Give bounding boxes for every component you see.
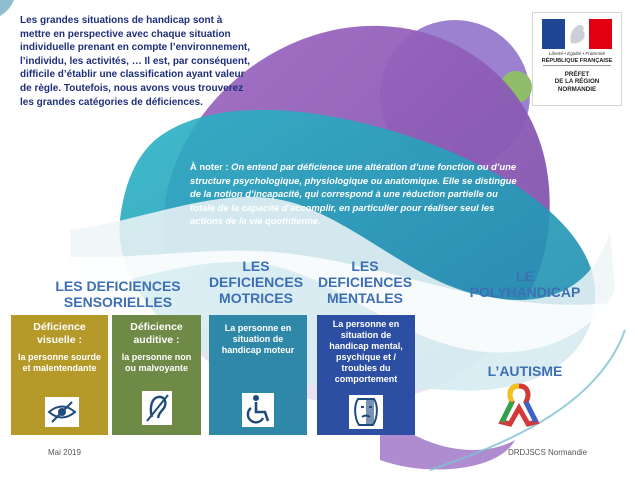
- ear-strikethrough-icon: [142, 391, 172, 425]
- logo-motto: Liberté • Égalité • Fraternité: [548, 51, 606, 56]
- card-mentale-desc: La personne en situation de handicap mental, psychique et / troubles du comportement: [329, 319, 403, 384]
- footer-date: Mai 2019: [48, 448, 81, 457]
- definition-note: [190, 160, 520, 228]
- category-autisme: L’AUTISME: [487, 363, 563, 379]
- category-mentales: LES DEFICIENCES MENTALES: [317, 258, 413, 306]
- card-visuelle-desc: la personne sourde et malentendante: [17, 352, 102, 373]
- corner-arc-shape: [0, 0, 14, 16]
- wheelchair-icon: [242, 393, 274, 427]
- eye-strikethrough-icon: [45, 397, 79, 427]
- category-motrices: LES DEFICIENCES MOTRICES: [208, 258, 304, 306]
- card-motrice-desc: La personne en situation de handicap moteur: [221, 323, 295, 355]
- prefet-logo: [532, 12, 622, 106]
- puzzle-ribbon-icon: [496, 380, 542, 428]
- category-sensorielles: LES DEFICIENCES SENSORIELLES: [55, 278, 181, 310]
- card-deficience-mentale[interactable]: [317, 315, 415, 435]
- logo-divider: [543, 65, 611, 66]
- card-auditive-desc: la personne non ou malvoyante: [121, 352, 192, 373]
- card-deficience-auditive[interactable]: [112, 315, 201, 435]
- card-auditive-title: Déficience auditive :: [130, 321, 183, 346]
- logo-prefet-line3: NORMANDIE: [557, 85, 597, 93]
- footer-org: DRDJSCS Normandie: [508, 448, 588, 457]
- card-deficience-visuelle[interactable]: [11, 315, 108, 435]
- category-polyhandicap: LE POLYHANDICAP: [469, 268, 581, 300]
- logo-prefet-line2: DE LA RÉGION: [554, 78, 600, 86]
- mental-face-icon: [349, 395, 383, 429]
- card-visuelle-title: Déficience visuelle :: [33, 321, 86, 346]
- note-lead: À noter :: [190, 161, 232, 172]
- logo-republic: RÉPUBLIQUE FRANÇAISE: [541, 58, 613, 64]
- card-deficience-motrice[interactable]: [209, 315, 307, 435]
- note-body: On entend par déficience une altération d’une fonction ou d’une structure psychologique, physiologique ou anatomique. Elle se distingue de la notion d’incapacité, qui correspond à une réduction partielle ou totale de la capacité d’accomplir, en particulier pour réaliser seul les actions de la vie quotidienne.: [190, 161, 517, 227]
- logo-prefet-line1: PRÉFET: [564, 71, 590, 78]
- intro-text: Les grandes situations de handicap sont à mettre en perspective avec chaque situation individuelle prenant en compte l’environnement, l’individu, les activités, … Il est, par conséquent, difficile d’établir une classification ayant valeur de règle. Toutefois, nous avons vous trouverez les grandes catégories de déficiences.: [20, 15, 251, 108]
- logo-prefet: [533, 71, 621, 93]
